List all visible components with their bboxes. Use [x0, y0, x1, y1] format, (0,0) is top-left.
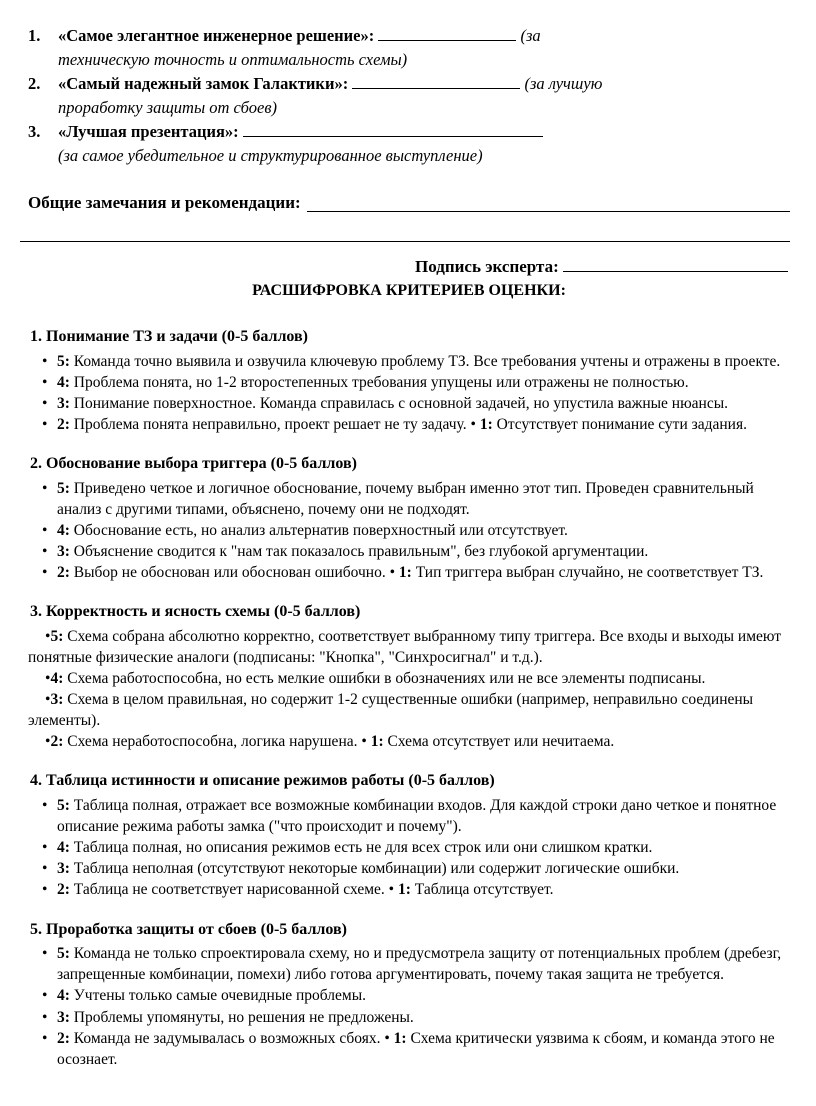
criterion-item — [40, 541, 790, 562]
criteria-section-1 — [28, 326, 790, 435]
criteria-section-2 — [28, 453, 790, 583]
section-heading: 5. Проработка защиты от сбоев (0-5 баллов) — [30, 920, 347, 938]
score-label: 2: — [50, 733, 64, 751]
score-text: Проблемы упомянуты, но решения не предложены. — [73, 1008, 414, 1026]
criterion-item — [28, 731, 790, 752]
criterion-item — [40, 414, 790, 435]
score-label: 5: — [50, 627, 64, 645]
criterion-item — [40, 985, 790, 1006]
score-text: Выбор не обоснован или обоснован ошибочно. — [73, 564, 386, 582]
criterion-item — [40, 562, 790, 583]
signature-label: Подпись эксперта: — [414, 256, 559, 276]
award-note: (за лучшую проработку защиты от сбоев) — [58, 74, 603, 117]
score-text: Учтены только самые очевидные проблемы. — [73, 987, 367, 1005]
award-note: (за самое убедительное и структурированное выступление) — [58, 146, 483, 165]
section-heading: 3. Корректность и ясность схемы (0-5 баллов) — [30, 603, 361, 621]
score-text: Приведено четкое и логичное обоснование, почему выбран именно этот тип. Проведен сравнительный анализ с другими типами, объяснено, почему они не подходят. — [57, 479, 754, 518]
score-label: 2: — [57, 881, 70, 899]
score-text: Проблема понята, но 1-2 второстепенных требования упущены или отражены не полностью. — [73, 373, 689, 391]
award-number: 2. — [28, 74, 41, 93]
criterion-item — [40, 393, 790, 414]
score-label: 5: — [57, 945, 70, 963]
criterion-item — [40, 795, 790, 837]
score-text: Таблица полная, отражает все возможные комбинации входов. Для каждой строки дано четкое и понятное описание режима работы замка ("что происходит и почему"). — [57, 797, 777, 836]
award-blank — [378, 25, 516, 41]
criteria-list — [28, 351, 790, 435]
score-label: 3: — [50, 691, 64, 709]
score-text: Команда не только спроектировала схему, но и предусмотрела защиту от потенциальных проблем (дребезг, запрещенные комбинации, помехи) либо готова аргументировать, почему такая защита не требуется. — [57, 945, 782, 984]
score-label: 5: — [57, 352, 70, 370]
criterion-item — [40, 478, 790, 520]
inline-bullet-icon — [471, 416, 476, 433]
score-label: 2: — [57, 415, 70, 433]
score-text: Команда точно выявила и озвучила ключевую проблему ТЗ. Все требования учтены и отражены в проекте. — [73, 352, 781, 370]
award-title: «Самый надежный замок Галактики»: — [58, 74, 349, 93]
score-label: 1: — [398, 564, 412, 582]
score-label: 4: — [57, 373, 70, 391]
inline-bullet-icon — [389, 881, 394, 898]
criterion-item — [40, 1007, 790, 1028]
score-label: 5: — [57, 797, 70, 815]
score-text: Таблица полная, но описания режимов есть не для всех строк или они слишком кратки. — [73, 839, 653, 857]
score-text: Объяснение сводится к "нам так показалось правильным", без глубокой аргументации. — [73, 543, 649, 560]
criterion-item — [40, 520, 790, 541]
criterion-item — [40, 943, 790, 985]
remarks-row — [28, 190, 790, 215]
signature-row — [28, 256, 790, 277]
criteria-list — [28, 478, 790, 583]
score-text: Таблица неполная (отсутствуют некоторые комбинации) или содержит логические ошибки. — [73, 860, 680, 878]
criterion-item — [28, 668, 790, 689]
criteria-section-3 — [28, 601, 790, 752]
score-label: 2: — [57, 1029, 70, 1047]
score-label: 2: — [57, 564, 70, 582]
award-item — [28, 72, 618, 120]
award-number: 1. — [28, 26, 41, 45]
inline-bullet-icon — [384, 1030, 389, 1047]
criteria-list — [28, 795, 790, 900]
score-label: 3: — [57, 394, 70, 412]
section-heading: 4. Таблица истинности и описание режимов работы (0-5 баллов) — [30, 772, 495, 790]
remarks-label: Общие замечания и рекомендации: — [28, 193, 301, 212]
criterion-item — [40, 858, 790, 879]
award-number: 3. — [28, 122, 41, 141]
score-text: Проблема понята неправильно, проект решает не ту задачу. — [73, 415, 467, 433]
score-text: Схема неработоспособна, логика нарушена. — [67, 733, 358, 751]
award-title: «Самое элегантное инженерное решение»: — [58, 26, 375, 45]
score-label: 1: — [393, 1029, 407, 1047]
score-label: 4: — [57, 987, 70, 1005]
award-title: «Лучшая презентация»: — [58, 122, 239, 141]
score-label: 5: — [57, 479, 70, 497]
awards-list — [28, 24, 618, 168]
score-text: Обоснование есть, но анализ альтернатив поверхностный или отсутствует. — [73, 521, 568, 539]
award-note: (за техническую точность и оптимальность схемы) — [58, 26, 541, 69]
score-label: 3: — [57, 543, 70, 560]
score-text: Отсутствует понимание сути задания. — [496, 415, 747, 433]
award-body — [58, 72, 618, 120]
criteria-section-4 — [28, 770, 790, 900]
award-item — [28, 120, 618, 168]
score-text: Таблица отсутствует. — [414, 881, 554, 899]
inline-bullet-icon — [361, 733, 366, 750]
criteria-title: РАСШИФРОВКА КРИТЕРИЕВ ОЦЕНКИ: — [252, 281, 566, 299]
award-item — [28, 24, 618, 72]
award-blank — [352, 73, 520, 89]
award-body — [58, 24, 618, 72]
award-body — [58, 120, 618, 168]
award-blank — [243, 121, 543, 137]
score-label: 3: — [57, 860, 70, 878]
score-text: Схема критически уязвима к сбоям, и команда этого не осознает. — [57, 1029, 775, 1068]
score-label: 4: — [57, 839, 70, 857]
section-heading: 2. Обоснование выбора триггера (0-5 баллов) — [30, 455, 357, 473]
score-label: 1: — [397, 881, 411, 899]
criterion-item — [40, 1028, 790, 1070]
criteria-list — [28, 943, 790, 1069]
section-heading: 1. Понимание ТЗ и задачи (0-5 баллов) — [30, 327, 308, 345]
score-label: 1: — [479, 415, 493, 433]
score-text: Схема в целом правильная, но содержит 1-2 существенные ошибки (например, неправильно соединены элементы). — [28, 691, 754, 730]
signature-blank — [563, 256, 788, 272]
score-label: 3: — [57, 1008, 70, 1026]
score-text: Схема собрана абсолютно корректно, соответствует выбранному типу триггера. Все входы и выходы имеют понятные физические аналоги (подписаны: "Кнопка", "Синхросигнал" и т.д.). — [28, 627, 782, 666]
score-label: 4: — [50, 670, 64, 688]
score-label: 1: — [370, 733, 384, 751]
criteria-list — [28, 626, 790, 752]
score-text: Схема работоспособна, но есть мелкие ошибки в обозначениях или не все элементы подписаны. — [67, 670, 706, 688]
criterion-item — [40, 351, 790, 372]
remarks-blank — [307, 190, 790, 212]
criterion-item — [28, 626, 790, 668]
score-text: Таблица не соответствует нарисованной схеме. — [73, 881, 385, 899]
criterion-item — [40, 879, 790, 900]
criterion-item — [28, 689, 790, 731]
score-text: Команда не задумывалась о возможных сбоях. — [73, 1029, 381, 1047]
score-text: Тип триггера выбран случайно, не соответствует ТЗ. — [415, 564, 764, 582]
criterion-item — [40, 837, 790, 858]
remarks-blank-line — [20, 215, 790, 242]
score-text: Понимание поверхностное. Команда справилась с основной задачей, но упустила важные нюансы. — [73, 394, 729, 412]
inline-bullet-icon — [390, 564, 395, 581]
score-label: 4: — [57, 521, 70, 539]
criterion-item — [40, 372, 790, 393]
score-text: Схема отсутствует или нечитаема. — [387, 733, 615, 751]
criteria-section-5 — [28, 919, 790, 1070]
